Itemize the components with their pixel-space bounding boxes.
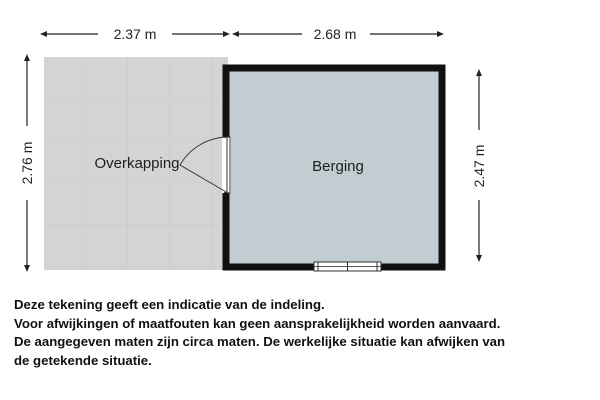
overkapping-label: Overkapping <box>94 155 180 172</box>
dimension-left-label: 2.76 m <box>19 141 35 185</box>
disclaimer-line: De aangegeven maten zijn circa maten. De werkelijke situatie kan afwijken van <box>14 334 506 349</box>
disclaimer-notes <box>14 296 594 370</box>
berging-label: Berging <box>312 158 364 175</box>
dimension-right-label: 2.47 m <box>471 144 487 188</box>
disclaimer-line: de getekende situatie. <box>14 352 152 368</box>
disclaimer-line: Voor afwijkingen of maatfouten kan geen aansprakelijkheid worden aanvaard. <box>14 315 501 331</box>
door-leaf <box>227 137 230 193</box>
dimension-top-right-label: 2.68 m <box>313 26 357 42</box>
disclaimer-line: Deze tekening geeft een indicatie van de indeling. <box>14 297 325 312</box>
dimension-top-left-label: 2.37 m <box>113 26 157 42</box>
